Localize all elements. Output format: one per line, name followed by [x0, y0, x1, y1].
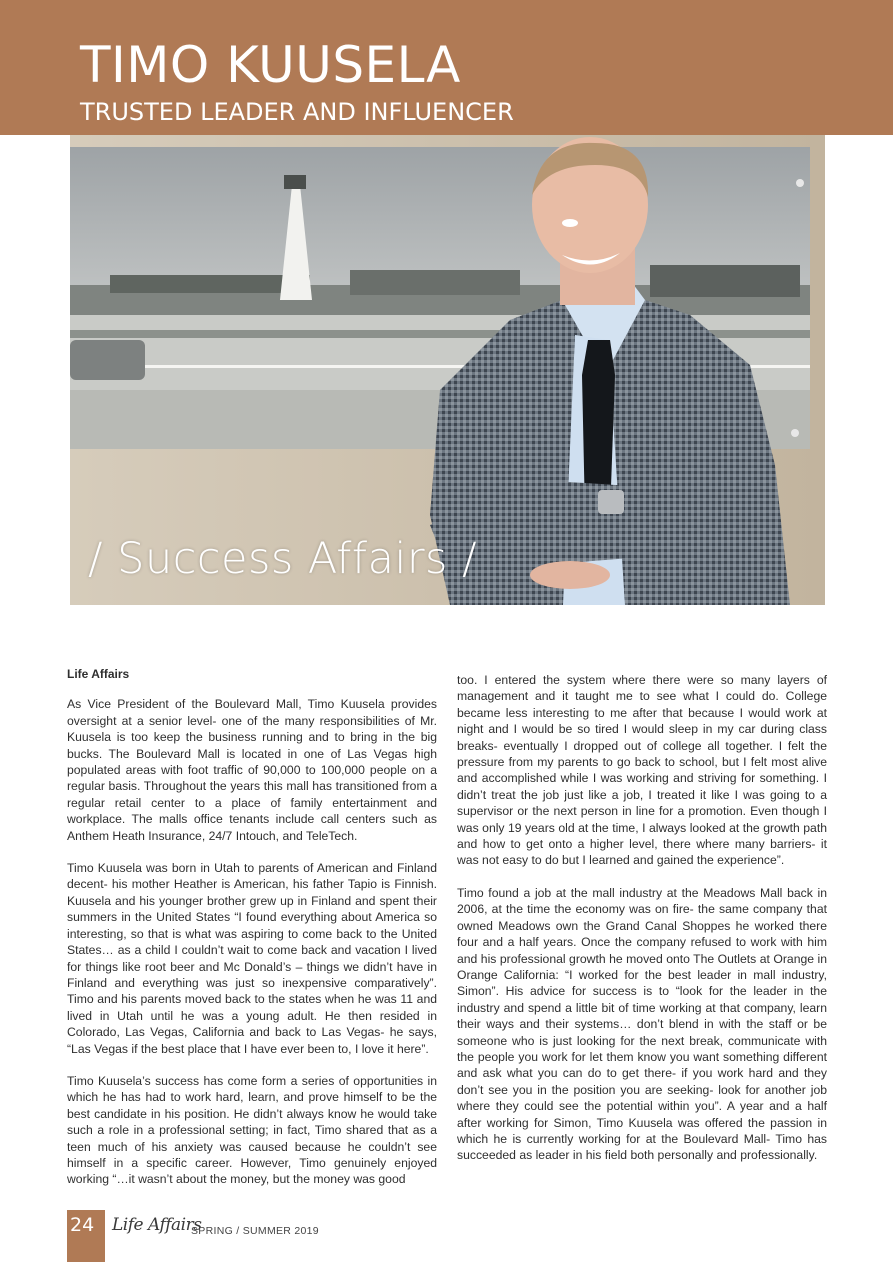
article-column-right: [457, 672, 827, 1180]
paragraph: Timo Kuusela’s success has come form a series of opportunities in which he has had to work hard, learn, and prove himself to be the best candidate in his position. He didn’t always know he would take such a role in a professional setting; in fact, Timo shared that as a teen much of his anxiety was caused because he couldn’t see himself in a specific career. However, Timo genuinely enjoyed working “…it wasn’t about the money, but the money was good: [67, 1073, 437, 1187]
issue-label: SPRING / SUMMER 2019: [191, 1225, 319, 1237]
section-label: Life Affairs: [67, 667, 130, 681]
paragraph: too. I entered the system where there were so many layers of management and it taught me to see what I could do. College became less interesting to me after that because I would work at night and I would be so tired I would sleep in my car during class breaks- eventually I dropped out of college all together. I felt the pressure from my parents to go back to school, but I felt most alive and accomplished while I was working and striving for something. I didn’t treat the job just like a job, I treated it like I was going to a supervisor or the next person in line for a promotion. Even though I was only 19 years old at the time, I always looked at the growth path and how to get onto a higher level, there where many barriers- it was not easy to do but I learned and gained the experience”.: [457, 673, 827, 868]
magazine-logo: Life Affairs: [112, 1215, 202, 1235]
page-number: 24: [70, 1214, 95, 1236]
article-column-left: [67, 666, 437, 1204]
paragraph: As Vice President of the Boulevard Mall, Timo Kuusela provides oversight at a senior level- one of the many responsibilities of Mr. Kuusela is too keep the business running and to bring in the big bucks. The Boulevard Mall is located in one of Las Vegas high populated areas with foot traffic of 90,000 to 100,000 people on a regular basis. Throughout the years this mall has transitioned from a regular retail center to a place of family entertainment and workplace. The malls office tenants include call centers such as Anthem Heath Insurance, 24/7 Intouch, and TeleTech.: [67, 697, 437, 843]
paragraph: Timo found a job at the mall industry at the Meadows Mall back in 2006, at the time the economy was on fire- the same company that owned Meadows own the Grand Canal Shoppes he worked there four and a half years. Once the company refused to work with him and his professional growth he moved onto The Outlets at Orange in Orange California: “I worked for the best leader in mall industry, Simon”. His advice for success is to “look for the leader in the industry and spend a little bit of time working at that company, learn their ways and their systems… don’t blend in with the staff or be someone who is just looking for the next break, communicate with the people you work for let them know you want something different and ask what you can do to get there- if you work hard and they don’t see you in the position you are seeking- look for another job where they could see the potential within you”. A year and a half after working for Simon, Timo Kuusela was offered the passion in which he is currently working for at the Boulevard Mall- Timo has succeeded as leader in his field both personally and professionally.: [457, 885, 827, 1163]
section-title-overlay: / Success Affairs /: [88, 534, 478, 584]
article-subtitle: TRUSTED LEADER AND INFLUENCER: [80, 98, 514, 126]
article-title: TIMO KUUSELA: [80, 36, 461, 94]
paragraph: Timo Kuusela was born in Utah to parents of American and Finland decent- his mother Heather is American, his father Tapio is Finnish. Kuusela and his younger brother grew up in Finland and spent their summers in the United States “I found everything about America so interesting, so that is what was aspiring to come back to the United States… as a child I couldn’t wait to come back and vacation I lived for things like root beer and Mc Donald’s – things we didn’t have in Finland and everything was just so inexpensive comparatively”. Timo and his parents moved back to the states when he was 11 and lived in Utah until he was a young adult. He then resided in Colorado, Las Vegas, California and back to Las Vegas- he says, “Las Vegas if the best place that I have ever been to, I love it here”.: [67, 861, 437, 1056]
